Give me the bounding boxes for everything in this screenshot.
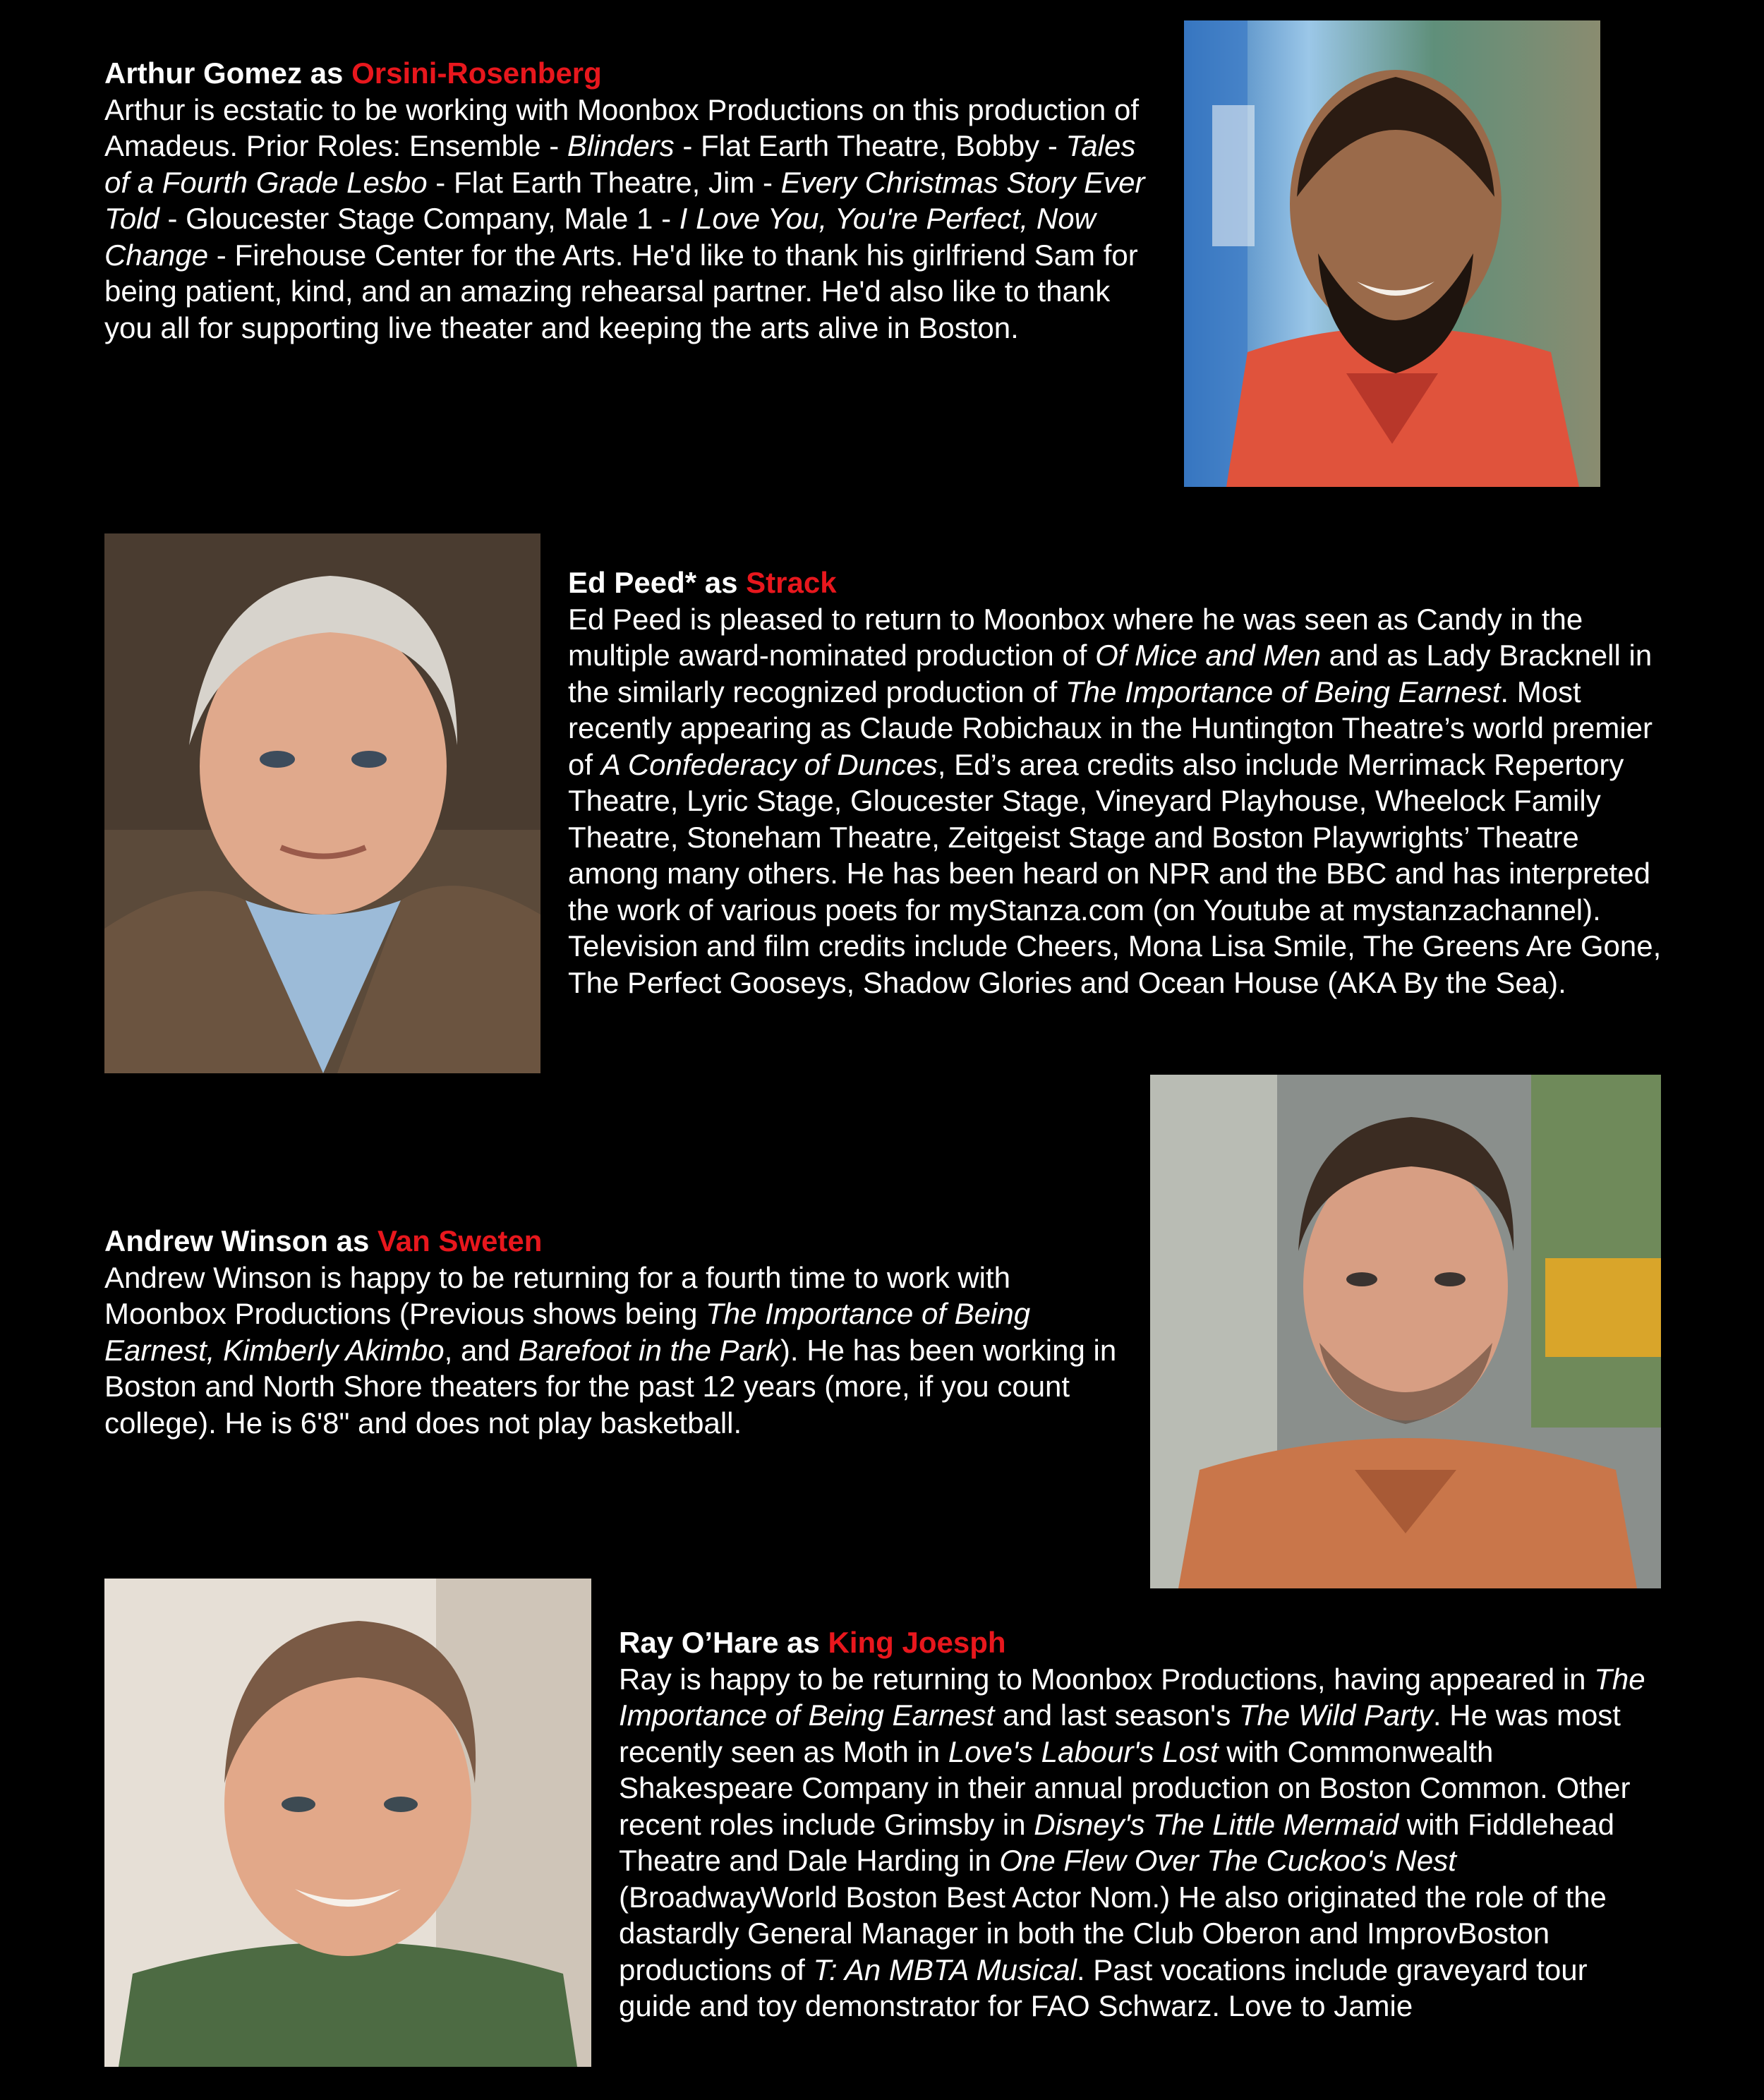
bio-title-italic: The Importance of Being Earnest [619,1662,1645,1732]
bio-ray-ohare [619,1624,1663,2024]
bio-text-run: and last season's [994,1698,1239,1732]
bio-text-run: - Gloucester Stage Company, Male 1 - [159,202,679,235]
cast-heading: Ed Peed* as Strack [568,566,837,599]
bio-text-run: with Fiddlehead Theatre and Dale Harding in [619,1807,1614,1877]
cast-heading: Andrew Winson as Van Sweten [104,1224,543,1257]
bio-text [104,92,1163,346]
bio-text-run: (BroadwayWorld Boston Best Actor Nom.) He also originated the role of the dastardly General Manager in both the Club Oberon and ImprovBoston productions of [619,1880,1607,1986]
bio-title-italic: The Wild Party [1238,1698,1433,1732]
bio-title-italic: Disney's The Little Mermaid [1034,1807,1399,1841]
bio-text-run: Ray is happy to be returning to Moonbox Productions, having appeared in [619,1662,1595,1696]
cast-heading: Arthur Gomez as Orsini-Rosenberg [104,56,602,90]
bio-ed-peed [568,565,1669,1001]
bio-title-italic: The Importance of Being Earnest, Kimberly Akimbo [104,1297,1031,1367]
bio-text-run: Ed Peed is pleased to return to Moonbox where he was seen as Candy in the multiple award-nominated production of [568,602,1583,672]
bio-text-run: . He was most recently seen as Moth in [619,1698,1621,1768]
bio-title-italic: T: An MBTA Musical [813,1953,1077,1986]
bio-text [619,1661,1663,2024]
bio-title-italic: I Love You, You're Perfect, Now Change [104,202,1096,272]
bio-title-italic: Blinders [567,129,675,162]
bio-title-italic: Every Christmas Story Ever Told [104,165,1145,235]
bio-text-run: ). He has been working in Boston and North Shore theaters for the past 12 years (more, if you count college). He is 6'8" and does not play basketball. [104,1333,1117,1440]
bio-text [568,601,1669,1001]
bio-title-italic: Tales of a Fourth Grade Lesbo [104,129,1136,199]
headshot-arthur-gomez [1184,20,1600,487]
headshot-ray-ohare [104,1579,591,2067]
role-name: King Joesph [828,1626,1006,1659]
bio-title-italic: One Flew Over The Cuckoo's Nest [999,1844,1456,1877]
role-name: Strack [746,566,837,599]
bio-text-run: , and [444,1333,519,1367]
bio-title-italic: Of Mice and Men [1095,639,1321,672]
bio-text [104,1260,1120,1442]
bio-arthur-gomez [104,55,1163,346]
bio-text-run: with Commonwealth Shakespeare Company in their annual production on Boston Common. Other recent roles include Grimsby in [619,1734,1631,1841]
bio-text-run: - Flat Earth Theatre, Bobby - [674,129,1066,162]
bio-title-italic: A Confederacy of Dunces [600,747,938,781]
bio-text-run: . Past vocations include graveyard tour guide and toy demonstrator for FAO Schwarz. Love to Jamie [619,1953,1588,2022]
bio-title-italic: Love's Labour's Lost [948,1734,1219,1768]
role-name: Orsini-Rosenberg [351,56,602,90]
bio-text-run: , Ed’s area credits also include Merrimack Repertory Theatre, Lyric Stage, Gloucester Stage, Vineyard Playhouse, Wheelock Family Theatre, Stoneham Theatre, Zeitgeist Stage and Boston Playwrights’ Theatre among many others. He has been heard on NPR and the BBC and has interpreted the work of various poets for myStanza.com (on Youtube at mystanzachannel). Television and film credits include Cheers, Mona Lisa Smile, The Greens Are Gone, The Perfect Gooseys, Shadow Glories and Ocean House (AKA By the Sea). [568,747,1662,999]
bio-text-run: . Most recently appearing as Claude Robichaux in the Huntington Theatre’s world premier of [568,675,1653,781]
bio-text-run: Andrew Winson is happy to be returning for a fourth time to work with Moonbox Productions (Previous shows being [104,1260,1010,1330]
bio-text-run: - Firehouse Center for the Arts. He'd like to thank his girlfriend Sam for being patient, kind, and an amazing rehearsal partner. He'd also like to thank you all for supporting live theater and keeping the arts alive in Boston. [104,238,1138,344]
bio-title-italic: Barefoot in the Park [518,1333,780,1367]
bio-text-run: Arthur is ecstatic to be working with Moonbox Productions on this production of Amadeus. Prior Roles: Ensemble - [104,92,1140,162]
cast-heading: Ray O’Hare as King Joesph [619,1626,1006,1659]
bio-title-italic: The Importance of Being Earnest [1065,675,1501,708]
bio-text-run: and as Lady Bracknell in the similarly recognized production of [568,639,1653,708]
bio-andrew-winson [104,1223,1120,1441]
role-name: Van Sweten [377,1224,543,1257]
headshot-ed-peed [104,533,540,1073]
bio-text-run: - Flat Earth Theatre, Jim - [427,165,781,199]
headshot-andrew-winson [1150,1075,1661,1588]
